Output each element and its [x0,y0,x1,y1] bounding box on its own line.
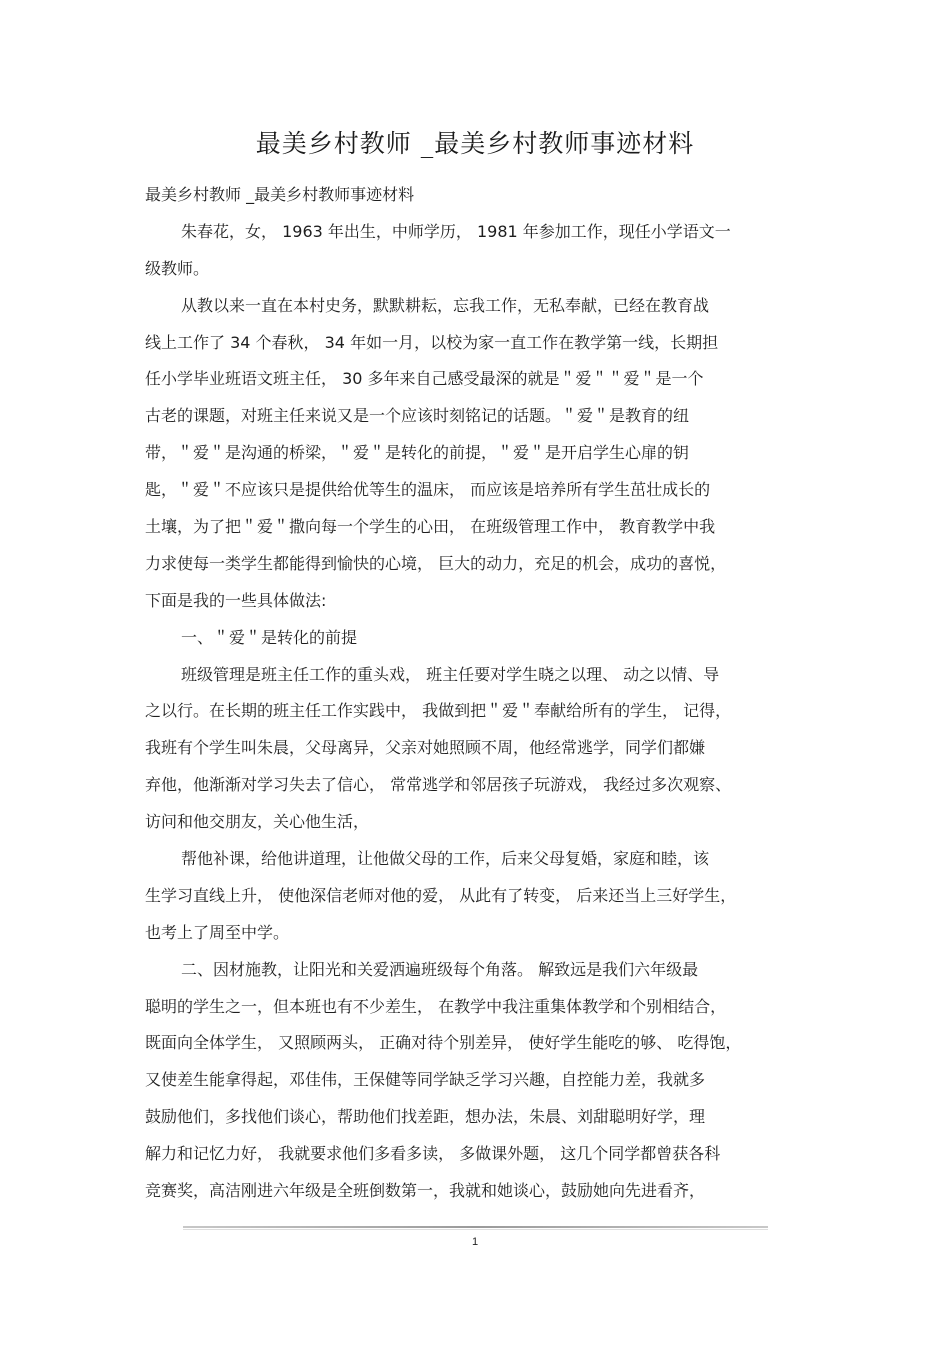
text-line: 最美乡村教师 _最美乡村教师事迹材料 [145,185,415,204]
document-title: 最美乡村教师 _最美乡村教师事迹材料 [255,129,695,158]
text-line: 朱春花，女， 1963 年出生，中师学历， 1981 年参加工作，现任小学语文一 [181,221,731,241]
footer-divider [183,1226,768,1228]
text-line: 匙，＂爱＂不应该只是提供给优等生的温床， 而应该是培养所有学生茁壮成长的 [145,480,711,500]
text-line: 鼓励他们，多找他们谈心，帮助他们找差距，想办法，朱晨、刘甜聪明好学，理 [145,1107,706,1127]
text-line: 之以行。在长期的班主任工作实践中， 我做到把＂爱＂奉献给所有的学生， 记得， [145,701,732,721]
text-line: 线上工作了 34 个春秋， 34 年如一月，以校为家一直工作在教学第一线，长期担 [145,332,719,352]
text-line: 解力和记忆力好， 我就要求他们多看多读， 多做课外题， 这几个同学都曾获各科 [145,1144,721,1164]
text-line: 聪明的学生之一，但本班也有不少差生， 在教学中我注重集体教学和个别相结合， [145,996,727,1016]
footer-divider-shadow [183,1229,768,1230]
text-line: 一、＂爱＂是转化的前提 [181,627,358,647]
text-line: 带，＂爱＂是沟通的桥梁，＂爱＂是转化的前提，＂爱＂是开启学生心扉的钥 [145,443,690,463]
text-line: 二、因材施教，让阳光和关爱洒遍班级每个角落。 解致远是我们六年级最 [181,959,699,979]
text-line: 生学习直线上升， 使他深信老师对他的爱， 从此有了转变， 后来还当上三好学生， [145,885,737,905]
text-line: 访问和他交朋友，关心他生活， [145,812,370,832]
text-line: 力求使每一类学生都能得到愉快的心境， 巨大的动力，充足的机会，成功的喜悦， [145,553,727,573]
text-line: 从教以来一直在本村史务，默默耕耘，忘我工作，无私奉献，已经在教育战 [181,295,710,315]
text-line: 古老的课题，对班主任来说又是一个应该时刻铭记的话题。＂爱＂是教育的纽 [145,406,690,426]
page-number: 1 [471,1236,479,1248]
text-line: 既面向全体学生， 又照顾两头， 正确对待个别差异， 使好学生能吃的够、 吃得饱， [145,1033,742,1053]
text-line: 又使差生能拿得起，邓佳伟，王保健等同学缺乏学习兴趣，自控能力差，我就多 [145,1070,706,1090]
text-line: 土壤，为了把＂爱＂撒向每一个学生的心田， 在班级管理工作中， 教育教学中我 [145,517,716,537]
text-line: 下面是我的一些具体做法: [145,590,327,610]
text-line: 也考上了周至中学。 [145,922,290,942]
text-line: 我班有个学生叫朱晨，父母离异，父亲对她照顾不周，他经常逃学，同学们都嫌 [145,738,706,758]
text-line: 任小学毕业班语文班主任， 30 多年来自己感受最深的就是＂爱＂＂爱＂是一个 [145,369,704,389]
text-line: 级教师。 [145,258,210,278]
text-line: 班级管理是班主任工作的重头戏， 班主任要对学生晓之以理、 动之以情、导 [181,664,720,684]
text-line: 弃他，他渐渐对学习失去了信心， 常常逃学和邻居孩子玩游戏， 我经过多次观察、 [145,775,732,795]
text-line: 竞赛奖，高洁刚进六年级是全班倒数第一，我就和她谈心，鼓励她向先进看齐， [145,1181,706,1201]
document-body [145,177,810,1210]
text-line: 帮他补课，给他讲道理，让他做父母的工作，后来父母复婚，家庭和睦，该 [181,849,710,869]
